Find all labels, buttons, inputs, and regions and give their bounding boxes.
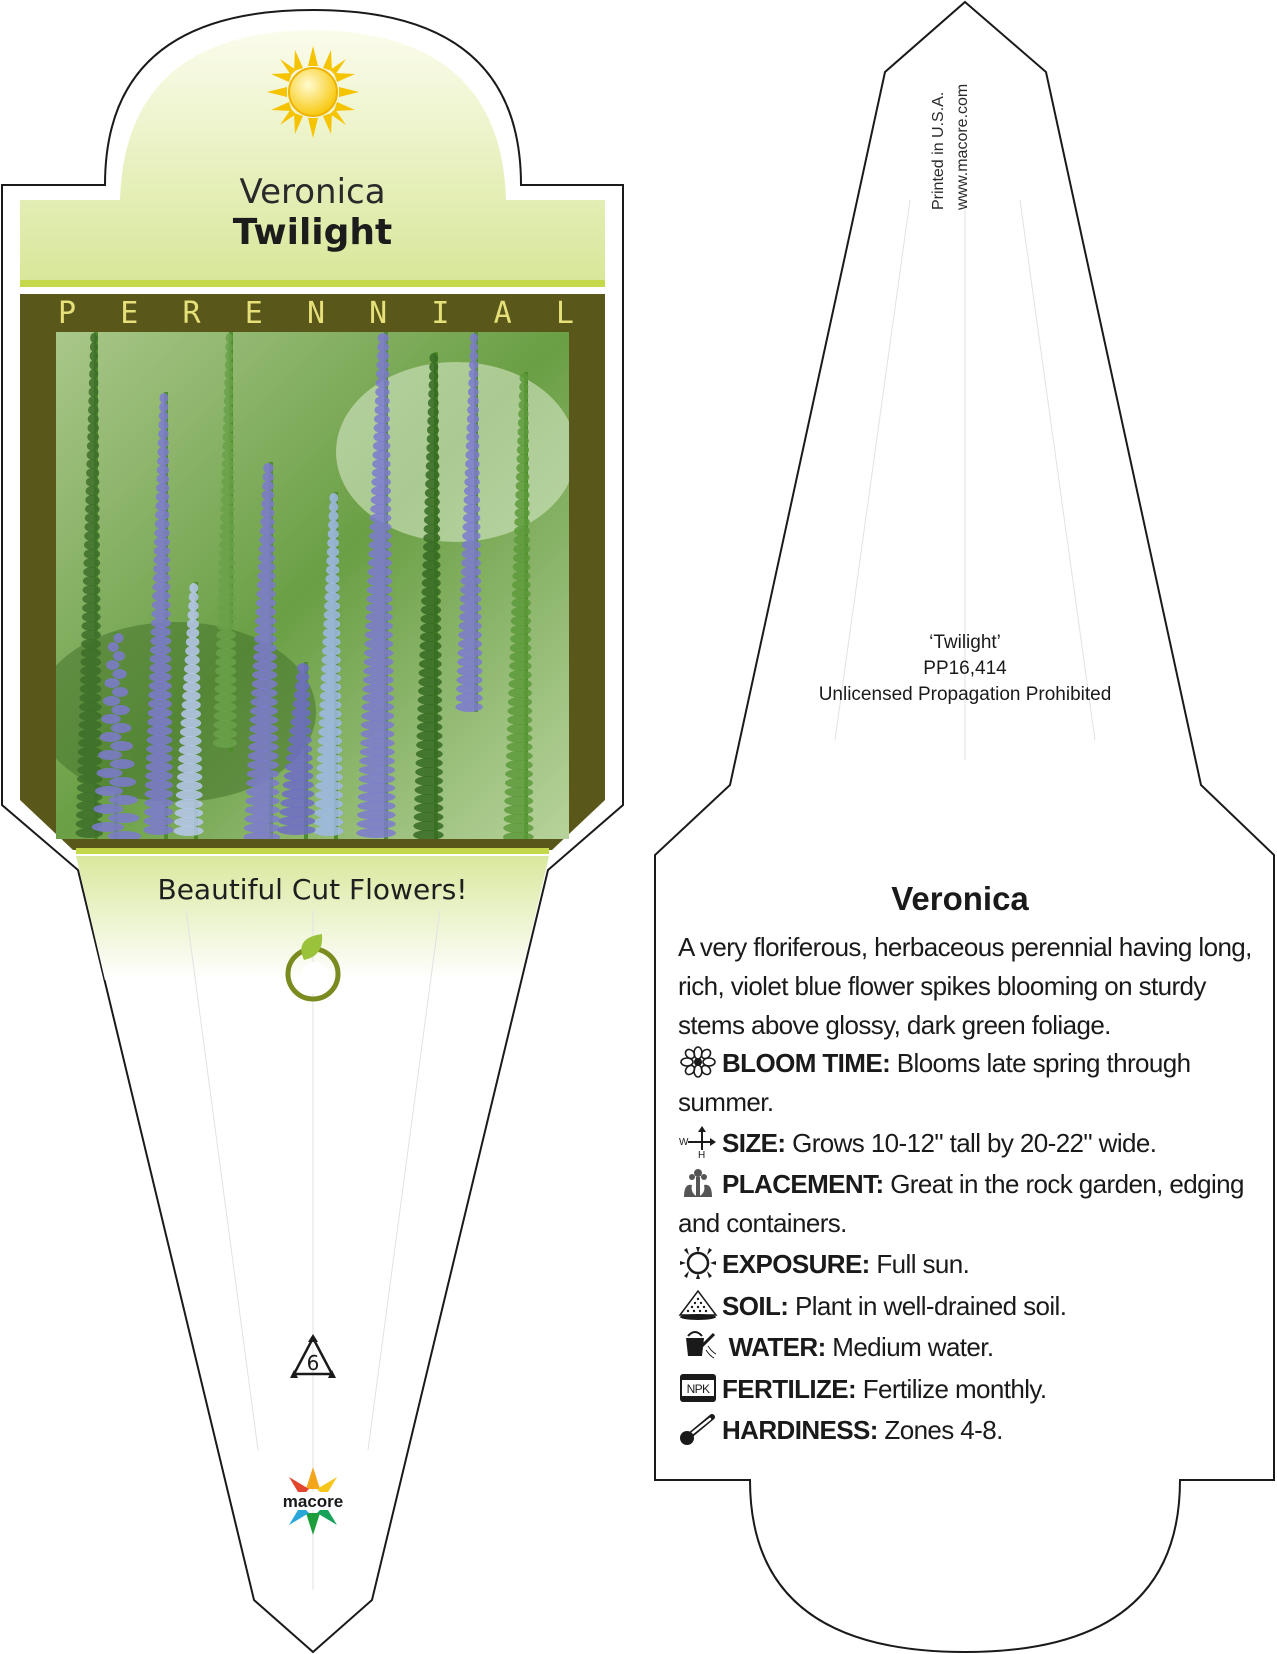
propagation-notice: Unlicensed Propagation Prohibited [818, 684, 1112, 705]
care-text: Grows 10-12" tall by 20-22" wide. [792, 1128, 1157, 1158]
care-bloom-time [678, 1044, 1260, 1122]
plant-description: A very floriferous, herbaceous perennial having long, rich, violet blue flower spikes blooming on sturdy stems above glossy, dark green foliage. [678, 932, 1252, 1040]
care-label: SIZE: [722, 1128, 786, 1158]
back-title: Veronica [891, 880, 1029, 917]
care-text: Plant in well-drained soil. [794, 1291, 1067, 1321]
leaf-swirl-icon [282, 930, 344, 1002]
care-label: BLOOM TIME: [722, 1048, 891, 1078]
variety-name: ‘Twilight’ [929, 632, 1001, 653]
category-perennial [36, 296, 596, 332]
brand-name: macore [282, 1492, 344, 1511]
recycle-icon [286, 1334, 340, 1384]
category-letter: E [244, 296, 263, 331]
front-accent-line [20, 280, 605, 287]
care-label: HARDINESS: [722, 1415, 878, 1445]
website [953, 50, 983, 210]
size-arrows-icon [678, 1126, 718, 1158]
recycle-code: 6 [306, 1351, 320, 1375]
thermometer-icon [678, 1413, 718, 1445]
category-letter: N [306, 296, 325, 331]
sun-outline-icon [678, 1247, 718, 1279]
care-text: Zones 4-8. [884, 1415, 1003, 1445]
front-title-line2: Twilight [232, 212, 393, 253]
flower-photo [56, 332, 569, 839]
placement-icon [678, 1167, 718, 1199]
front-title-line1: Veronica [239, 172, 386, 212]
flower-icon [678, 1046, 718, 1078]
soil-icon [678, 1289, 718, 1321]
category-letter: N [369, 296, 388, 331]
care-label: SOIL: [722, 1291, 789, 1321]
size-h-letter: H [698, 1150, 705, 1158]
category-letter: R [182, 296, 201, 331]
care-text: Full sun. [876, 1249, 970, 1279]
sun-icon [265, 44, 361, 140]
care-label: EXPOSURE: [722, 1249, 870, 1279]
printed-in-text: Printed in U.S.A. [930, 91, 947, 210]
website-text: www.macore.com [954, 83, 971, 210]
care-fertilize [678, 1370, 1260, 1409]
category-letter: P [58, 296, 77, 331]
care-hardiness [678, 1411, 1260, 1450]
care-label: WATER: [728, 1332, 826, 1362]
npk-text: NPK [686, 1382, 710, 1396]
care-text: Fertilize monthly. [862, 1374, 1047, 1404]
care-exposure [678, 1245, 1260, 1284]
macore-logo [270, 1466, 356, 1536]
care-label: FERTILIZE: [722, 1374, 857, 1404]
size-w-letter: W [679, 1137, 688, 1148]
care-text: Blooms late spring through summer. [678, 1048, 1191, 1117]
front-accent-line-2 [76, 848, 549, 854]
tagline: Beautiful Cut Flowers! [157, 873, 468, 906]
legal-notice [760, 630, 1170, 708]
category-letter: A [493, 296, 512, 331]
category-letter: E [120, 296, 139, 331]
care-text: Great in the rock garden, edging and containers. [678, 1169, 1244, 1238]
care-size [678, 1124, 1260, 1163]
care-water [678, 1328, 1260, 1367]
category-letter: I [431, 296, 450, 331]
npk-icon [678, 1372, 718, 1404]
patent-number: PP16,414 [923, 658, 1007, 679]
watering-can-icon [678, 1330, 718, 1362]
category-letter: L [555, 296, 574, 331]
care-label: PLACEMENT: [722, 1169, 884, 1199]
care-soil [678, 1287, 1260, 1326]
care-text: Medium water. [832, 1332, 994, 1362]
care-placement [678, 1165, 1260, 1243]
